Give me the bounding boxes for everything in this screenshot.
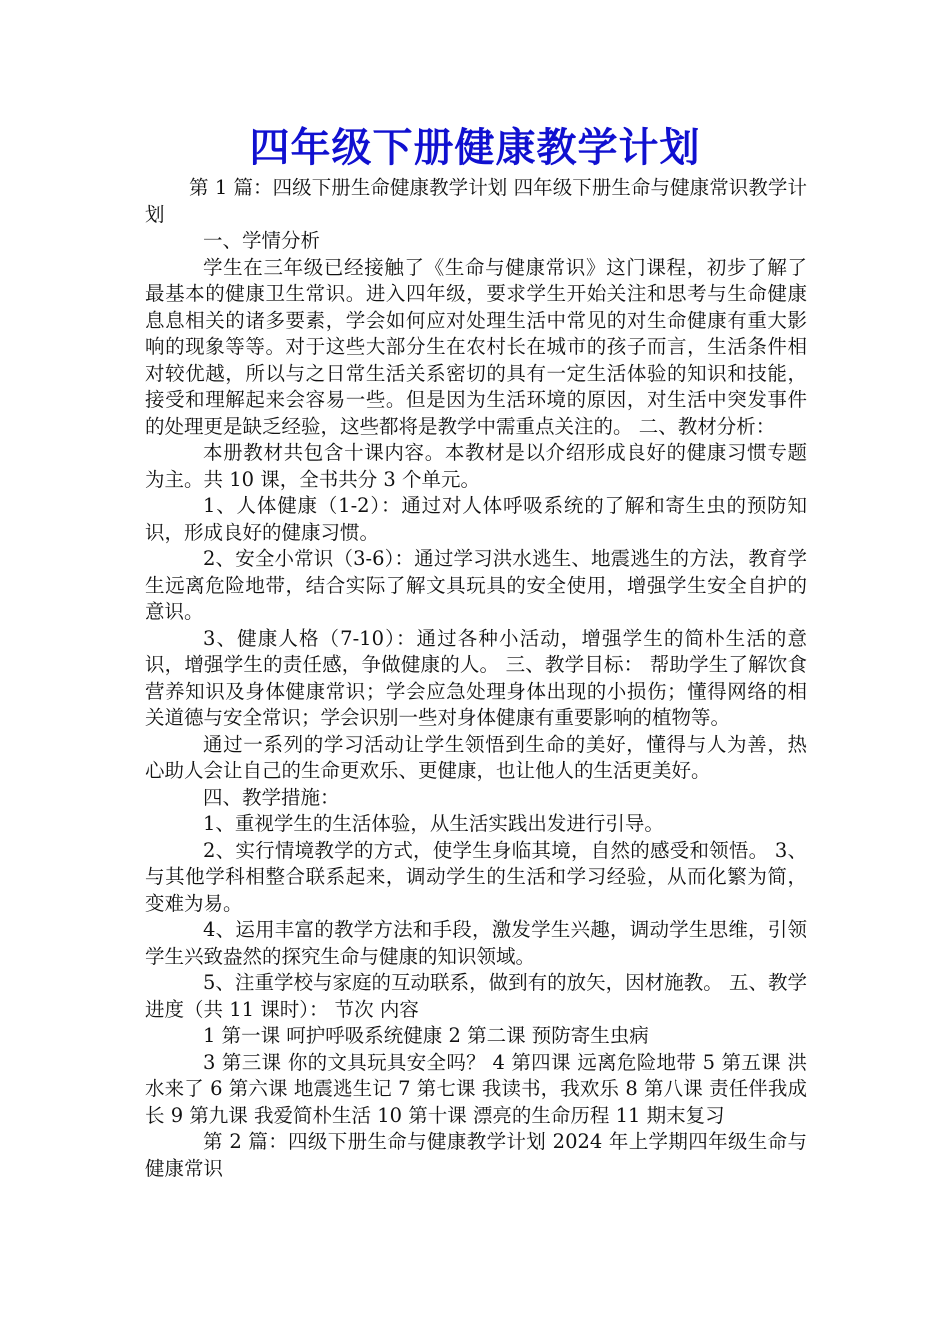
paragraph: 本册教材共包含十课内容。本教材是以介绍形成良好的健康习惯专题为主。共 10 课，全书共分 3 个单元。 xyxy=(145,441,807,491)
paragraph: 1 第一课 呵护呼吸系统健康 2 第二课 预防寄生虫病 xyxy=(203,1024,649,1047)
paragraph: 1、人体健康（1-2）：通过对人体呼吸系统的了解和寄生虫的预防知识，形成良好的健康习惯。 xyxy=(145,494,807,544)
document-body xyxy=(145,175,807,1182)
paragraph: 5、注重学校与家庭的互动联系，做到有的放矢，因材施教。 五、教学进度（共 11 课时）： 节次 内容 xyxy=(145,971,807,1021)
paragraph: 第 2 篇：四级下册生命与健康教学计划 2024 年上学期四年级生命与健康常识 xyxy=(145,1130,807,1180)
paragraph: 1、重视学生的生活体验，从生活实践出发进行引导。 xyxy=(203,812,664,835)
paragraph: 3 第三课 你的文具玩具安全吗？ 4 第四课 远离危险地带 5 第五课 洪水来了 6 第六课 地震逃生记 7 第七课 我读书，我欢乐 8 第八课 责任伴我成长 9 第九课 我爱简朴生活 10 第十课 漂亮的生命历程 11 期末复习 xyxy=(145,1050,807,1127)
document-title: 四年级下册健康教学计划 xyxy=(249,124,701,171)
paragraph: 2、实行情境教学的方式，使学生身临其境，自然的感受和领悟。 3、与其他学科相整合联系起来，调动学生的生活和学习经验，从而化繁为简，变难为易。 xyxy=(145,838,807,915)
paragraph: 四、教学措施： xyxy=(203,785,340,809)
paragraph: 学生在三年级已经接触了《生命与健康常识》这门课程，初步了解了最基本的健康卫生常识。进入四年级，要求学生开始关注和思考与生命健康息息相关的诸多要素，学会如何应对处理生活中常见的对生命健康有重大影响的现象等等。对于这些大部分生在农村长在城市的孩子而言，生活条件相对较优越，所以与之日常生活关系密切的具有一定生活体验的知识和技能，接受和理解起来会容易一些。但是因为生活环境的原因，对生活中突发事件的处理更是缺乏经验，这些都将是教学中需重点关注的。 二、教材分析： xyxy=(145,255,807,438)
paragraph: 第 1 篇：四级下册生命健康教学计划 四年级下册生命与健康常识教学计划 xyxy=(145,176,807,226)
paragraph: 通过一系列的学习活动让学生领悟到生命的美好，懂得与人为善，热心助人会让自己的生命更欢乐、更健康，也让他人的生活更美好。 xyxy=(145,732,807,782)
paragraph: 一、学情分析 xyxy=(203,229,321,252)
paragraph: 2、安全小常识（3-6）：通过学习洪水逃生、地震逃生的方法，教育学生远离危险地带，结合实际了解文具玩具的安全使用，增强学生安全自护的意识。 xyxy=(145,547,807,623)
paragraph: 4、运用丰富的教学方法和手段，激发学生兴趣，调动学生思维，引领学生兴致盎然的探究生命与健康的知识领域。 xyxy=(145,918,807,968)
paragraph: 3、健康人格（7-10）：通过各种小活动，增强学生的简朴生活的意识，增强学生的责任感，争做健康的人。 三、教学目标： 帮助学生了解饮食营养知识及身体健康常识；学会应急处理身体出现的小损伤；懂得网络的相关道德与安全常识；学会识别一些对身体健康有重要影响的植物等。 xyxy=(145,626,807,729)
